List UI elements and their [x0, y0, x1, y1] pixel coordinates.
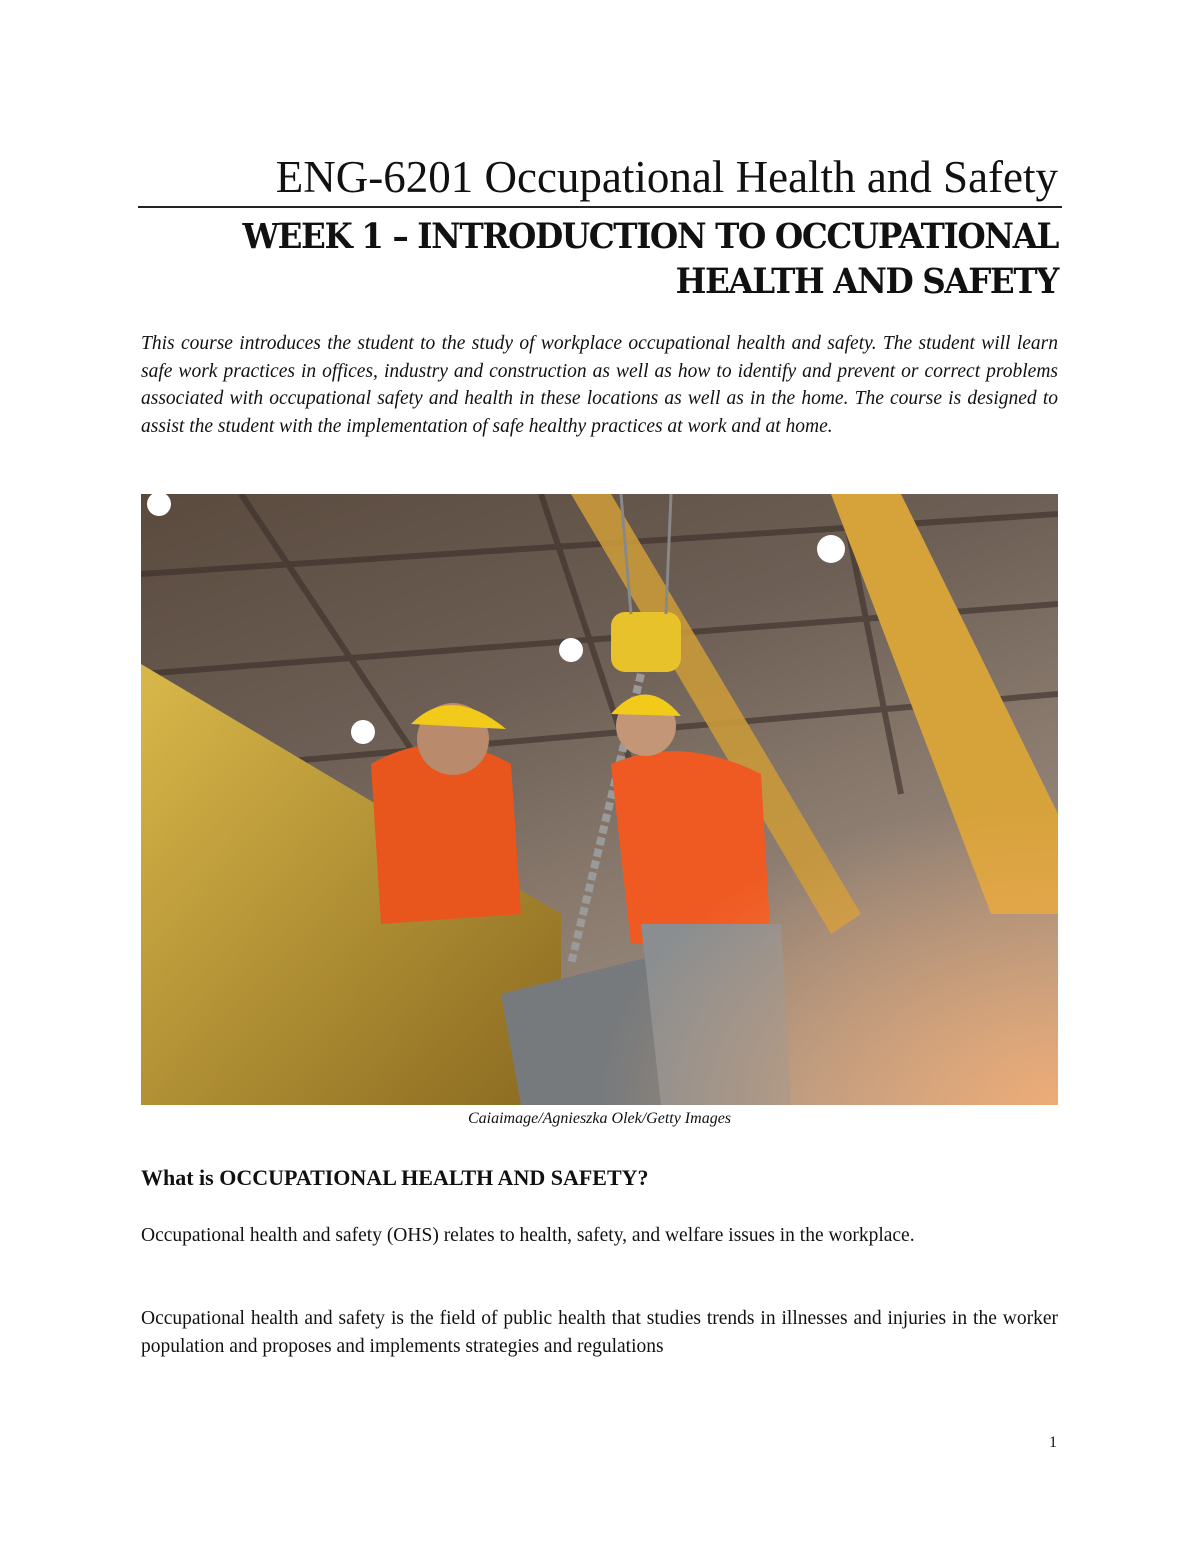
week-heading	[205, 214, 1058, 304]
workers-photo	[141, 494, 1058, 1105]
week-heading-line: HEALTH AND SAFETY	[675, 261, 1058, 302]
course-intro: This course introduces the student to the study of workplace occupational health and safety. The student will learn safe work practices in offices, industry and construction as well as how to identify and prevent or correct problems associated with occupational safety and health in these locations as well as in the home. The course is designed to assist the student with the implementation of safe healthy practices at work and at home.	[141, 333, 1058, 437]
image-caption: Caiaimage/Agnieszka Olek/Getty Images	[467, 1110, 732, 1127]
week-heading-line: WEEK 1 – INTRODUCTION TO OCCUPATIONAL	[242, 216, 1059, 257]
title-rule	[138, 206, 1062, 208]
body-paragraph: Occupational health and safety is the field of public health that studies trends in illnesses and injuries in the worker population and proposes and implements strategies and regulations	[141, 1308, 1058, 1357]
document-title: ENG-6201 Occupational Health and Safety	[275, 152, 1058, 202]
body-paragraph: Occupational health and safety (OHS) relates to health, safety, and welfare issues in the workplace.	[141, 1225, 915, 1246]
section-heading: What is OCCUPATIONAL HEALTH AND SAFETY?	[141, 1165, 649, 1190]
page-number: 1	[1049, 1434, 1057, 1451]
workers-illustration	[141, 494, 1058, 1105]
